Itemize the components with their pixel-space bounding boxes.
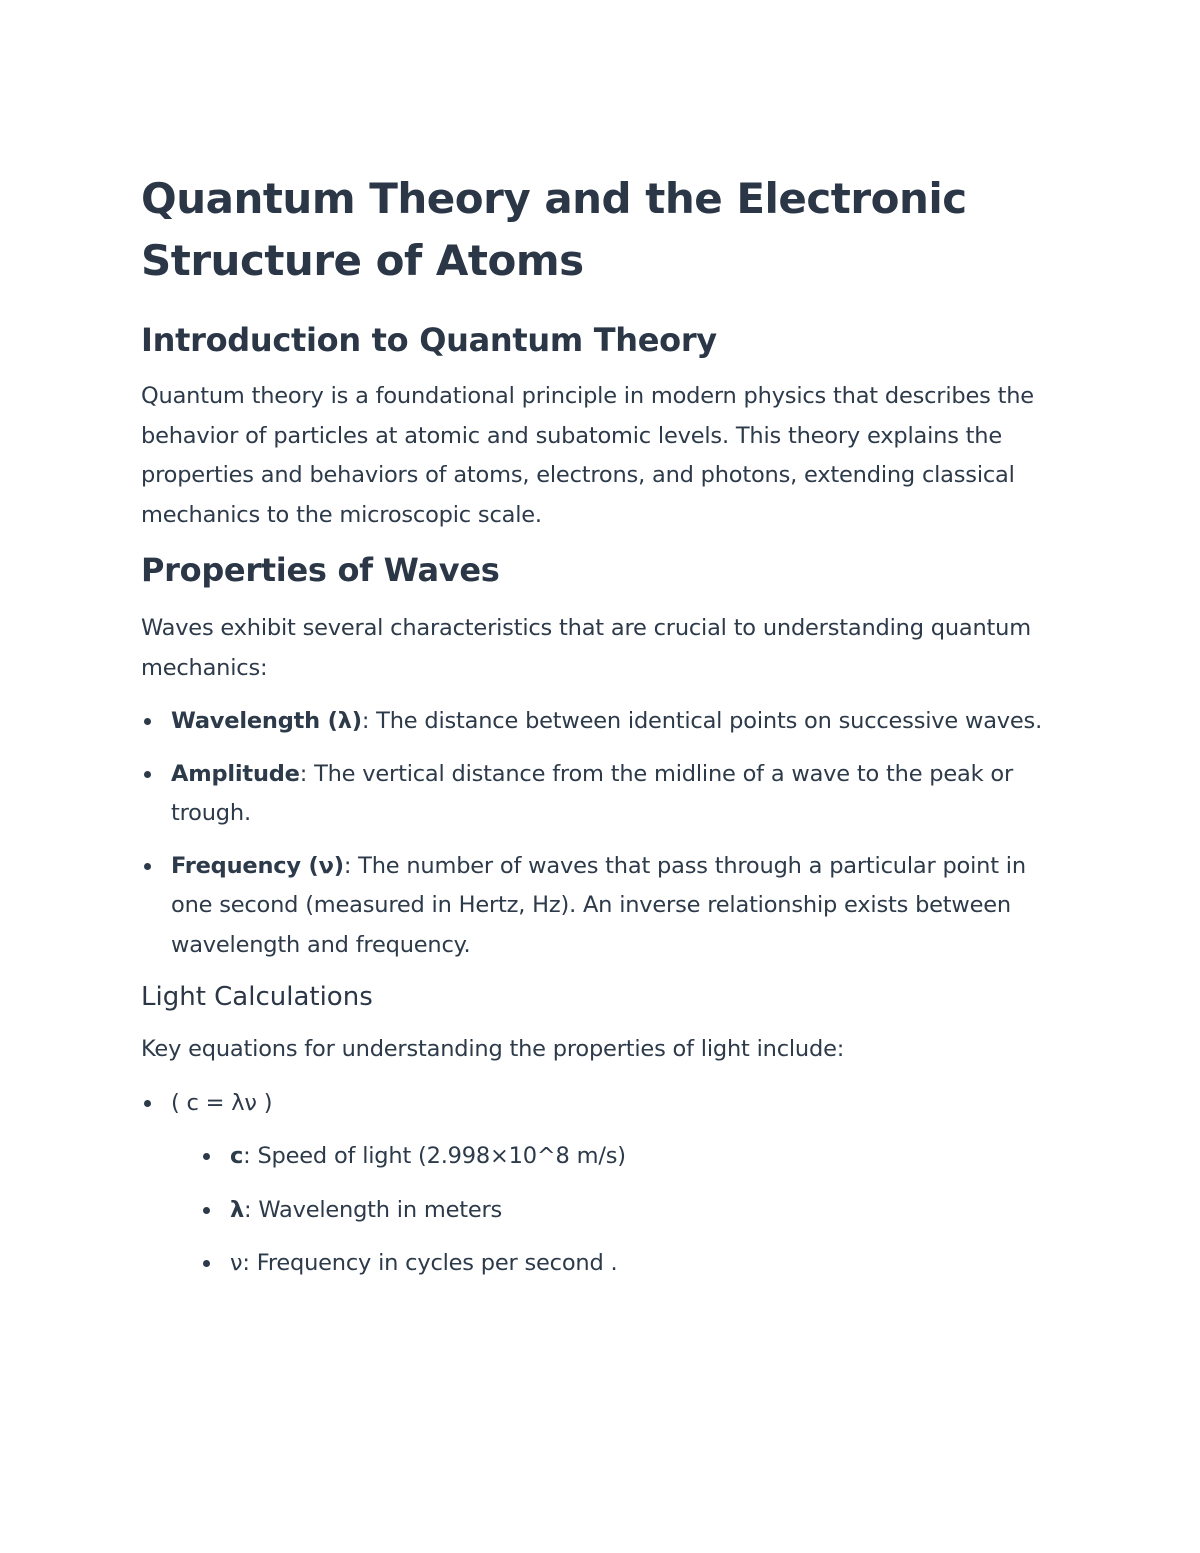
definition-nu: : Frequency in cycles per second . (242, 1250, 618, 1276)
document-title: Quantum Theory and the Electronic Structure of Atoms (141, 174, 967, 285)
bullet-dot (203, 1207, 210, 1214)
section-heading-waves: Properties of Waves (141, 551, 500, 589)
bullet-dot (144, 771, 151, 778)
light-paragraph: Key equations for understanding the properties of light include: (141, 1036, 845, 1062)
waves-paragraph: Waves exhibit several characteristics that are crucial to understanding quantum mechanics: (141, 615, 1031, 681)
section-heading-intro: Introduction to Quantum Theory (141, 321, 717, 359)
list-item-nu (171, 1244, 1071, 1284)
definition-amplitude: : The vertical distance from the midline of a wave to the peak or trough. (171, 760, 1014, 826)
bullet-dot (203, 1260, 210, 1267)
bullet-dot (144, 863, 151, 870)
definition-c: : Speed of light (2.998×10^8 m/s) (243, 1143, 626, 1169)
document-page (141, 168, 1071, 1284)
term-c: c (230, 1143, 244, 1169)
list-item-amplitude (141, 755, 1071, 834)
list-item-lambda (171, 1191, 1071, 1231)
term-wavelength: Wavelength (λ) (171, 708, 362, 734)
list-item-c (171, 1137, 1071, 1177)
term-lambda: λ (230, 1196, 245, 1223)
light-equations-list (141, 1084, 1071, 1284)
bullet-dot (144, 1100, 151, 1107)
section-heading-light: Light Calculations (141, 982, 373, 1012)
definition-lambda: : Wavelength in meters (244, 1196, 503, 1223)
term-nu: ν (230, 1250, 243, 1276)
term-amplitude: Amplitude (171, 760, 300, 787)
equation-text: ( c = λν ) (171, 1089, 273, 1116)
list-item-frequency (141, 847, 1071, 966)
term-frequency: Frequency (ν) (171, 852, 344, 879)
intro-paragraph: Quantum theory is a foundational principle in modern physics that describes the behavior of particles at atomic and subatomic levels. This theory explains the properties and behaviors of atoms, electrons, and photons, extending classical mechanics to the microscopic scale. (141, 383, 1034, 528)
wave-properties-list (141, 702, 1071, 965)
bullet-dot (144, 718, 151, 725)
bullet-dot (203, 1153, 210, 1160)
definition-frequency: : The number of waves that pass through a particular point in one second (measured in Hertz, Hz). An inverse relationship exists between wavelength and frequency. (171, 852, 1026, 958)
list-item-equation (141, 1084, 1071, 1284)
equation-variables-list (171, 1137, 1071, 1284)
definition-wavelength: : The distance between identical points on successive waves. (361, 708, 1043, 734)
list-item-wavelength (141, 702, 1071, 742)
